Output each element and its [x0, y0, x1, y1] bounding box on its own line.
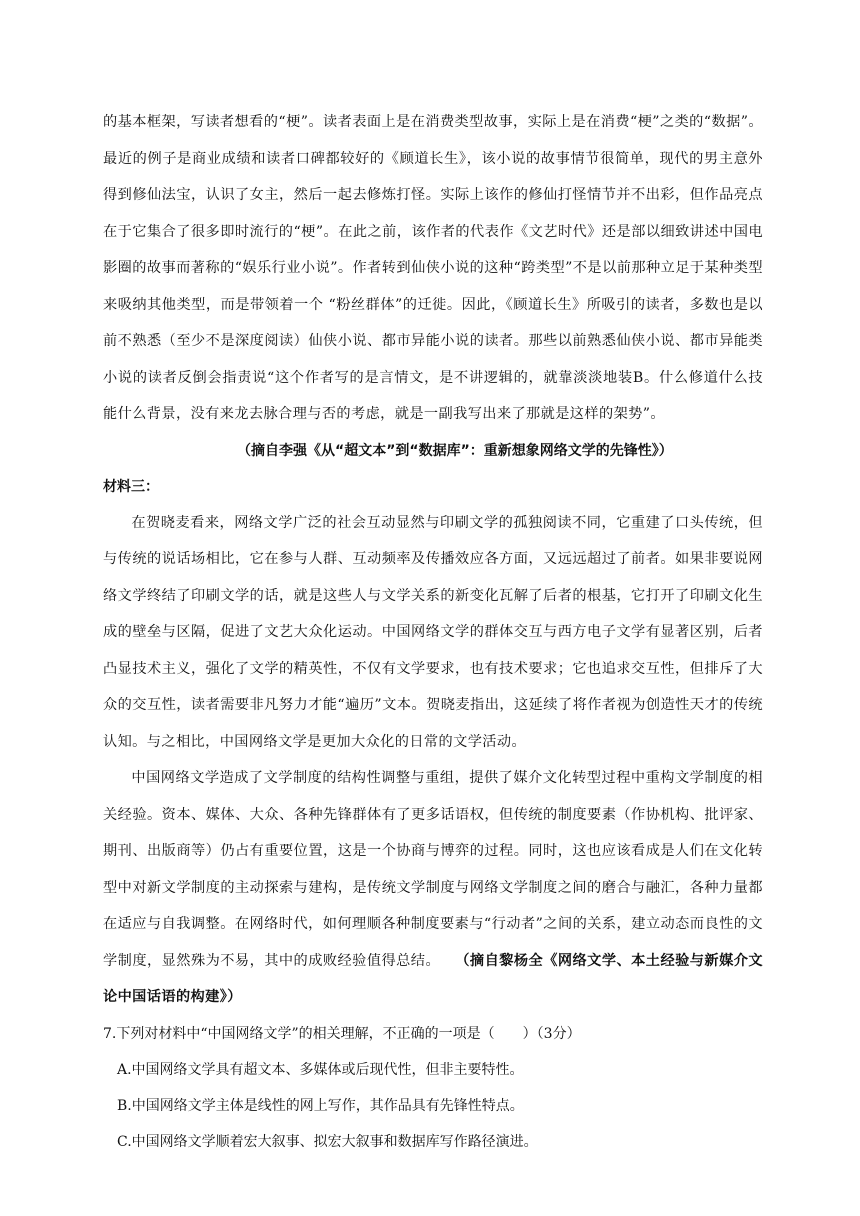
- material2-paragraph: 的基本框架，写读者想看的“梗”。读者表面上是在消费类型故事，实际上是在消费“梗”之类的“数据”。最近的例子是商业成绩和读者口碑都较好的《顾道长生》，该小说的故事情节很简单，现代的男主意外得到修仙法宝，认识了女主，然后一起去修炼打怪。实际上该作的修仙打怪情节并不出彩，但作品亮点在于它集合了很多即时流行的“梗”。在此之前，该作者的代表作《文艺时代》还是部以细致讲述中国电影圈的故事而著称的“娱乐行业小说”。作者转到仙侠小说的这种“跨类型”不是以前那种立足于某种类型来吸纳其他类型，而是带领着一个 “粉丝群体”的迁徙。因此，《顾道长生》所吸引的读者，多数也是以前不熟悉（至少不是深度阅读）仙侠小说、都市异能小说的读者。那些以前熟悉仙侠小说、都市异能类小说的读者反倒会指责说“这个作者写的是言情文，是不讲逻辑的，就靠淡淡地装B。什么修道什么技能什么背景，没有来龙去脉合理与否的考虑，就是一副我写出来了那就是这样的架势”。: [103, 114, 763, 422]
- question-7-stem: 7.下列对材料中“中国网络文学”的相关理解，不正确的一项是（ ）（3分）: [103, 1025, 581, 1042]
- material3-paragraph-2-text: 中国网络文学造成了文学制度的结构性调整与重组，提供了媒介文化转型过程中重构文学制度的相关经验。资本、媒体、大众、各种先锋群体有了更多话语权，但传统的制度要素（作协机构、批评家、期刊、出版商等）仍占有重要位置，这是一个协商与博弈的过程。同时，这也应该看成是人们在文化转型中对新文学制度的主动探索与建构，是传统文学制度与网络文学制度之间的磨合与融汇，各种力量都在适应与自我调整。在网络时代，如何理顺各种制度要素与“行动者”之间的关系，建立动态而良性的文学制度，显然殊为不易，其中的成败经验值得总结。: [103, 770, 763, 969]
- material3-paragraph-1: 在贺晓麦看来，网络文学广泛的社会互动显然与印刷文学的孤独阅读不同，它重建了口头传统，但与传统的说话场相比，它在参与人群、互动频率及传播效应各方面，又远远超过了前者。如果非要说网络文学终结了印刷文学的话，就是这些人与文学关系的新变化瓦解了后者的根基，它打开了印刷文化生成的壁垒与区隔，促进了文艺大众化运动。中国网络文学的群体交互与西方电子文学有显著区别，后者凸显技术主义，强化了文学的精英性，不仅有文学要求，也有技术要求；它也追求交互性，但排斥了大众的交互性，读者需要非凡努力才能“遍历”文本。贺晓麦指出，这延续了将作者视为创造性天才的传统认知。与之相比，中国网络文学是更加大众化的日常的文学活动。: [103, 514, 763, 750]
- question-7-option-a: A.中国网络文学具有超文本、多媒体或后现代性，但非主要特性。: [117, 1061, 524, 1078]
- material3-heading: 材料三：: [103, 478, 159, 495]
- material2-source: （摘自李强《从“超文本”到“数据库”：重新想象网络文学的先锋性》）: [237, 442, 673, 459]
- material3-paragraph-2: [103, 760, 763, 1016]
- document-page: [103, 104, 763, 1160]
- material3-source: （摘自黎杨全《网络文学、本土经验与新媒介文论中国话语的构建》）: [103, 952, 763, 1005]
- question-7-option-b: B.中国网络文学主体是线性的网上写作，其作品具有先锋性特点。: [117, 1097, 524, 1114]
- question-7-option-c: C.中国网络文学顺着宏大叙事、拟宏大叙事和数据库写作路径演进。: [117, 1133, 538, 1150]
